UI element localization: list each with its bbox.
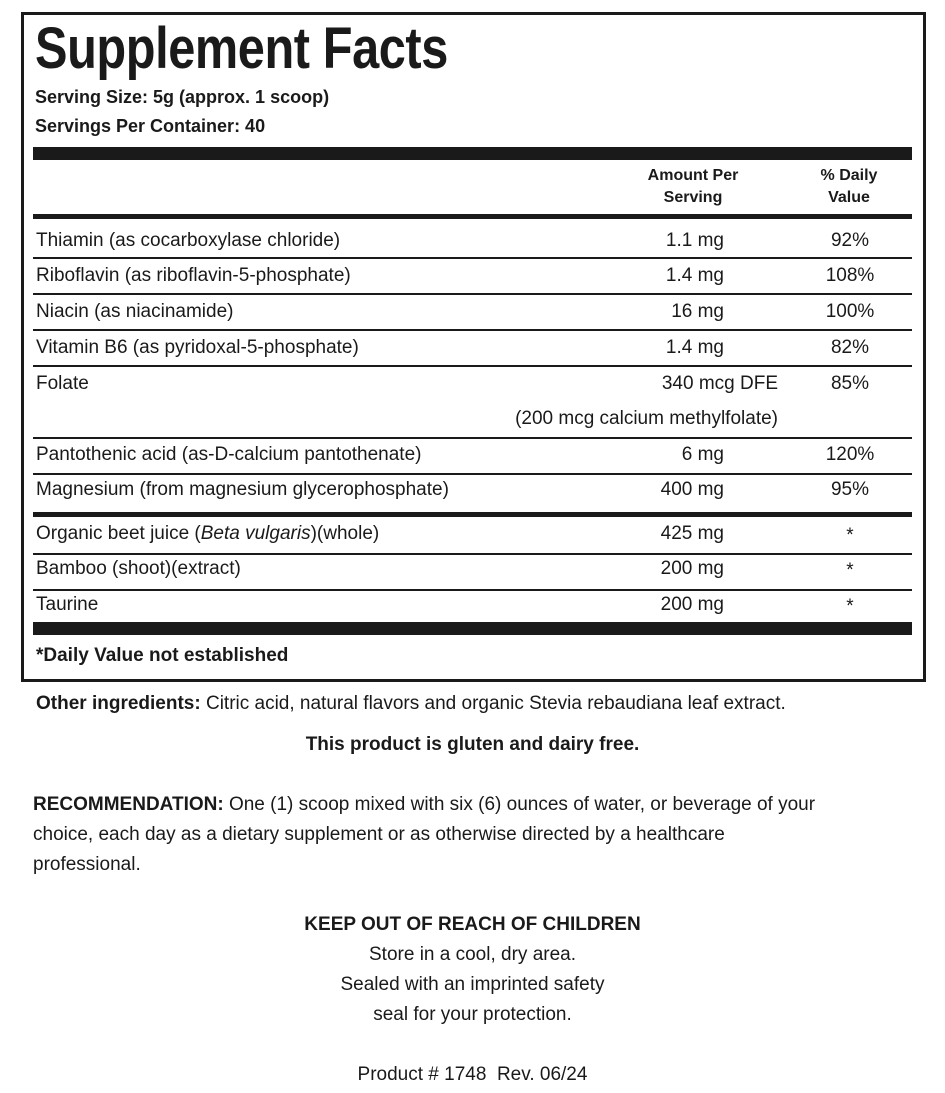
servings-per-container: Servings Per Container: 40	[35, 116, 266, 136]
row-divider	[33, 553, 912, 555]
daily-value-header	[779, 165, 919, 209]
nutrient-amount: 6 mg	[681, 444, 724, 465]
nutrient-dv: 100%	[825, 301, 875, 322]
ingredient-name: Taurine	[36, 594, 99, 615]
header-line: Value	[828, 189, 870, 206]
other-ingredients-label: Other ingredients:	[36, 693, 201, 714]
panel-title: Supplement Facts	[35, 16, 448, 81]
nutrient-name: Folate	[36, 373, 89, 394]
nutrient-dv: 85%	[830, 373, 870, 394]
daily-value-footnote: *Daily Value not established	[36, 645, 289, 666]
row-divider	[33, 329, 912, 331]
thick-divider	[33, 622, 912, 635]
row-divider	[33, 437, 912, 439]
ingredient-name	[36, 522, 379, 546]
nutrient-dv: 108%	[825, 265, 875, 286]
serving-size: Serving Size: 5g (approx. 1 scoop)	[35, 87, 330, 107]
amount-per-serving-header	[623, 165, 763, 209]
thick-divider	[33, 147, 912, 160]
nutrient-name: Riboflavin (as riboflavin-5-phosphate)	[36, 265, 351, 286]
nutrient-dv: 95%	[830, 479, 870, 500]
medium-divider	[33, 214, 912, 219]
nutrient-name: Thiamin (as cocarboxylase chloride)	[36, 230, 341, 251]
nutrient-amount: 16 mg	[671, 301, 724, 322]
row-divider	[33, 293, 912, 295]
gluten-statement: This product is gluten and dairy free.	[305, 734, 640, 755]
row-divider	[33, 473, 912, 475]
nutrient-amount: 1.4 mg	[665, 265, 724, 286]
warning-line: seal for your protection.	[373, 1004, 572, 1025]
warning-heading: KEEP OUT OF REACH OF CHILDREN	[304, 914, 641, 935]
name-part: Organic beet juice (	[36, 523, 201, 544]
nutrient-amount: 1.4 mg	[665, 337, 724, 358]
recommendation-line	[33, 793, 815, 817]
nutrient-sub-amount: (200 mcg calcium methylfolate)	[515, 408, 778, 429]
ingredient-dv: *	[846, 596, 854, 617]
nutrient-amount: 1.1 mg	[665, 230, 724, 251]
nutrient-amount: 400 mg	[660, 479, 724, 500]
product-number: Product # 1748 Rev. 06/24	[357, 1064, 588, 1085]
nutrient-name: Magnesium (from magnesium glycerophosphate)	[36, 479, 449, 500]
row-divider	[33, 257, 912, 259]
warning-line: Store in a cool, dry area.	[369, 944, 576, 965]
botanical-name: Beta vulgaris	[200, 523, 311, 544]
warning-line: Sealed with an imprinted safety	[340, 974, 605, 995]
row-divider	[33, 365, 912, 367]
ingredient-amount: 200 mg	[660, 594, 724, 615]
medium-divider	[33, 512, 912, 517]
nutrient-dv: 82%	[830, 337, 870, 358]
ingredient-dv: *	[846, 525, 854, 546]
nutrient-name: Niacin (as niacinamide)	[36, 301, 234, 322]
recommendation-text: One (1) scoop mixed with six (6) ounces of water, or beverage of your	[223, 794, 816, 815]
nutrient-dv: 120%	[825, 444, 875, 465]
nutrient-dv: 92%	[830, 230, 870, 251]
nutrient-amount: 340 mcg DFE	[661, 373, 778, 394]
ingredient-name: Bamboo (shoot)(extract)	[36, 558, 241, 579]
row-divider	[33, 589, 912, 591]
other-ingredients-text: Citric acid, natural flavors and organic Stevia rebaudiana leaf extract.	[200, 693, 786, 714]
nutrient-name: Vitamin B6 (as pyridoxal-5-phosphate)	[36, 337, 359, 358]
ingredient-amount: 200 mg	[660, 558, 724, 579]
recommendation-line: choice, each day as a dietary supplement or as otherwise directed by a healthcare	[33, 824, 725, 845]
recommendation-label: RECOMMENDATION:	[33, 794, 224, 815]
ingredient-amount: 425 mg	[660, 523, 724, 544]
nutrient-name: Pantothenic acid (as-D-calcium pantothenate)	[36, 444, 422, 465]
name-part: )(whole)	[310, 523, 380, 544]
header-line: Serving	[663, 189, 723, 206]
header-line: % Daily	[820, 167, 878, 184]
header-line: Amount Per	[647, 167, 739, 184]
other-ingredients	[36, 692, 786, 716]
recommendation-line: professional.	[33, 854, 141, 875]
ingredient-dv: *	[846, 560, 854, 581]
